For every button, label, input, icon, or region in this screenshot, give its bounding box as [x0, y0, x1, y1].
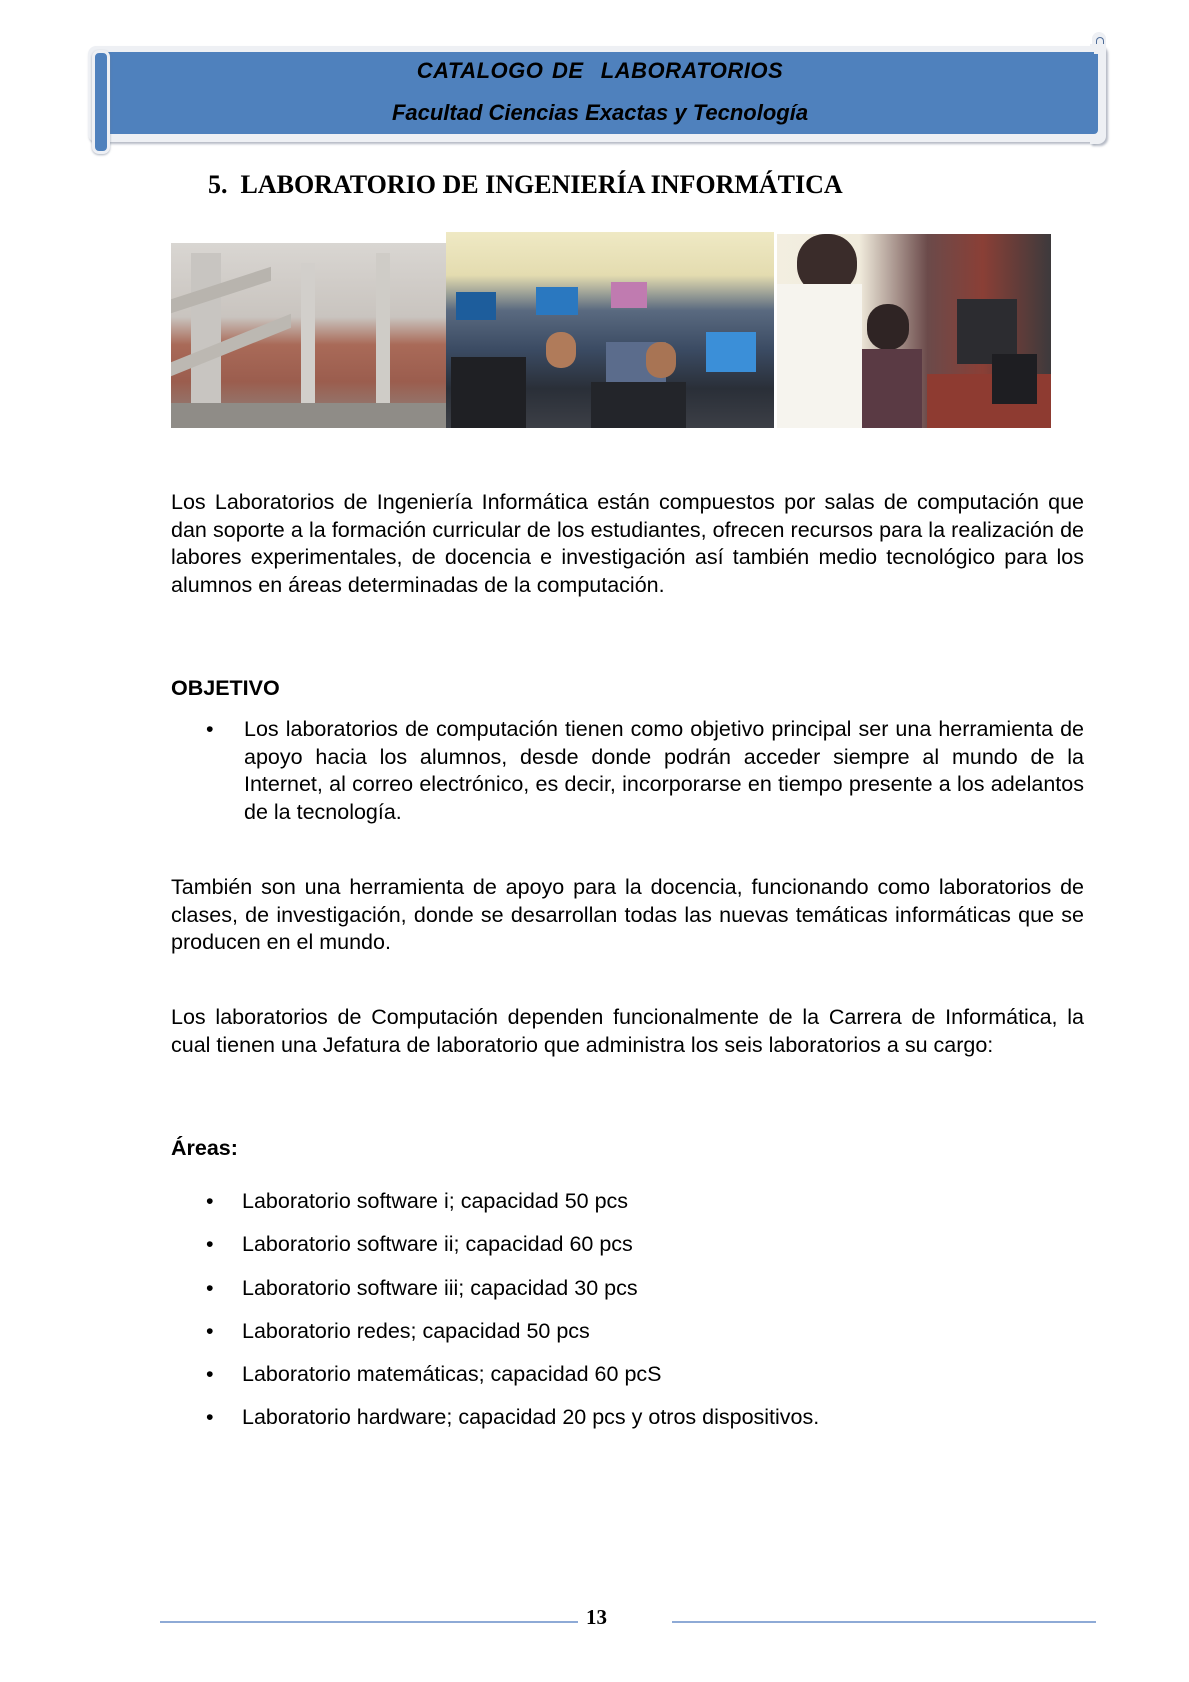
area-text: Laboratorio redes; capacidad 50 pcs — [242, 1318, 590, 1343]
objective-heading: OBJETIVO — [171, 676, 280, 700]
bullet-icon: • — [206, 1318, 214, 1343]
area-text: Laboratorio matemáticas; capacidad 60 pcS — [242, 1362, 662, 1387]
bullet-icon: • — [206, 1189, 214, 1213]
dependency-paragraph: Los laboratorios de Computación dependen funcionalmente de la Carrera de Informática, la cual tienen una Jefatura de laboratorio que administra los seis laboratorios a su cargo: — [171, 1005, 1084, 1057]
footer-rule-right — [672, 1621, 1096, 1623]
support-paragraph: También son una herramienta de apoyo para la docencia, funcionando como laboratorios de clases, de investigación, donde se desarrollan todas las nuevas temáticas informáticas que se producen en el mundo. — [171, 875, 1084, 955]
bullet-icon: • — [206, 1405, 214, 1430]
page-number: 13 — [586, 1605, 607, 1629]
section-title: 5. LABORATORIO DE INGENIERÍA INFORMÁTICA — [208, 170, 843, 199]
area-text: Laboratorio hardware; capacidad 20 pcs y otros dispositivos. — [242, 1405, 820, 1430]
list-item — [206, 1318, 819, 1361]
footer-rule-left — [160, 1621, 578, 1623]
list-item — [206, 1361, 819, 1404]
areas-list — [206, 1188, 819, 1448]
banner-scroll-curl-icon — [1092, 32, 1106, 52]
header-subtitle: Facultad Ciencias Exactas y Tecnología — [391, 100, 809, 125]
objective-text: Los laboratorios de computación tienen como objetivo principal ser una herramienta de apoyo hacia los alumnos, desde donde podrán acceder siempre al mundo de la Internet, al correo electrónico, es decir, incorporarse en tiempo presente a los adelantos de la tecnología. — [244, 717, 1084, 824]
photo-building-exterior — [171, 243, 446, 428]
photo-computer-lab — [446, 232, 774, 428]
area-text: Laboratorio software i; capacidad 50 pcs — [242, 1189, 629, 1213]
bullet-icon: • — [206, 1232, 214, 1257]
header-banner — [88, 30, 1108, 152]
photo-instructor-student — [777, 234, 1051, 428]
bullet-icon: • — [206, 717, 214, 741]
list-item — [206, 1188, 819, 1231]
area-text: Laboratorio software iii; capacidad 30 pcs — [242, 1275, 638, 1300]
list-item — [206, 1231, 819, 1274]
header-title: CATALOGO DE LABORATORIOS — [416, 58, 784, 83]
list-item — [206, 1404, 819, 1447]
areas-heading: Áreas: — [171, 1136, 238, 1160]
bullet-icon: • — [206, 1275, 214, 1300]
bullet-icon: • — [206, 1362, 214, 1387]
area-text: Laboratorio software ii; capacidad 60 pcs — [242, 1232, 633, 1257]
intro-paragraph: Los Laboratorios de Ingeniería Informática están compuestos por salas de computación que dan soporte a la formación curricular de los estudiantes, ofrecen recursos para la realización de labores experimentales, de docencia e investigación así también medio tecnológico para los alumnos en áreas determinadas de la computación. — [171, 490, 1084, 597]
list-item — [206, 1275, 819, 1318]
